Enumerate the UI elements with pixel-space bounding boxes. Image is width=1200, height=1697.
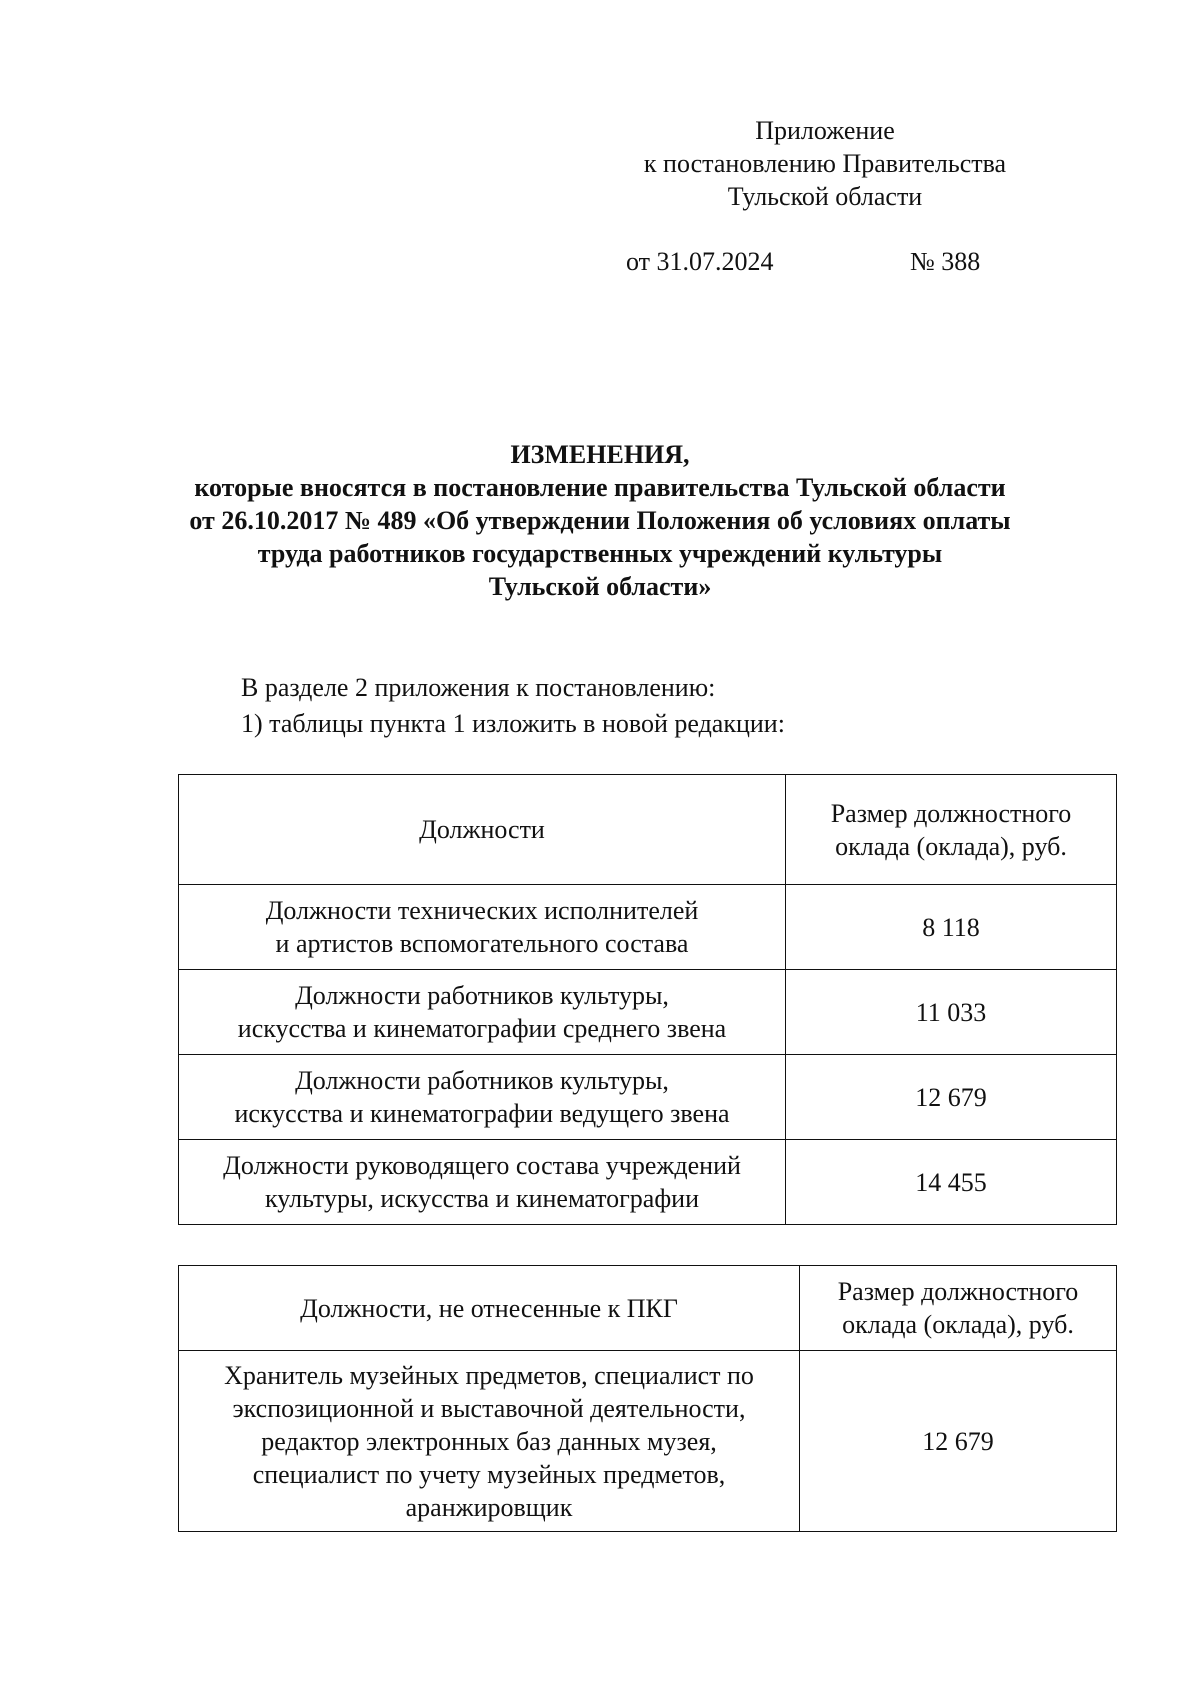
table-row [179, 970, 1117, 1055]
table-row [179, 1140, 1117, 1225]
table-row [179, 885, 1117, 970]
position-cell: Должности технических исполнителей и артистов вспомогательного состава [179, 885, 786, 970]
salary-cell: 12 679 [786, 1055, 1117, 1140]
table-header-row [179, 775, 1117, 885]
document-number: № 388 [910, 247, 981, 276]
appendix-line: Тульской области [727, 182, 923, 211]
salary-cell: 11 033 [786, 970, 1117, 1055]
column-header-position: Должности [179, 775, 786, 885]
salary-cell: 14 455 [786, 1140, 1117, 1225]
appendix-line: к постановлению Правительства [643, 149, 1007, 178]
column-header-salary: Размер должностного оклада (оклада), руб. [786, 775, 1117, 885]
position-cell: Должности руководящего состава учреждений культуры, искусства и кинематографии [179, 1140, 786, 1225]
salary-cell: 8 118 [786, 885, 1117, 970]
position-cell: Должности работников культуры, искусства и кинематографии ведущего звена [179, 1055, 786, 1140]
salary-table-2 [178, 1265, 1117, 1532]
intro-line: В разделе 2 приложения к постановлению: [241, 673, 716, 702]
title-line: труда работников государственных учреждений культуры [257, 539, 943, 568]
document-date: от 31.07.2024 [626, 247, 774, 276]
position-cell: Хранитель музейных предметов, специалист по экспозиционной и выставочной деятельности, редактор электронных баз данных музея, специалист по учету музейных предметов, аранжировщик [179, 1351, 800, 1532]
column-header-salary: Размер должностного оклада (оклада), руб. [800, 1266, 1117, 1351]
table-row [179, 1055, 1117, 1140]
column-header-position: Должности, не отнесенные к ПКГ [179, 1266, 800, 1351]
document-title [150, 438, 1050, 603]
appendix-line: Приложение [755, 116, 895, 145]
title-line: которые вносятся в постановление правительства Тульской области [194, 473, 1006, 502]
title-line: Тульской области» [488, 572, 712, 601]
intro-text [241, 670, 785, 742]
position-cell: Должности работников культуры, искусства и кинематографии среднего звена [179, 970, 786, 1055]
table-row [179, 1351, 1117, 1532]
salary-cell: 12 679 [800, 1351, 1117, 1532]
document-date-number [626, 245, 1046, 278]
table-header-row [179, 1266, 1117, 1351]
appendix-header [620, 114, 1030, 213]
title-line: ИЗМЕНЕНИЯ, [510, 440, 690, 469]
salary-table-1 [178, 774, 1117, 1225]
title-line: от 26.10.2017 № 489 «Об утверждении Положения об условиях оплаты [189, 506, 1011, 535]
intro-line: 1) таблицы пункта 1 изложить в новой редакции: [241, 709, 785, 738]
